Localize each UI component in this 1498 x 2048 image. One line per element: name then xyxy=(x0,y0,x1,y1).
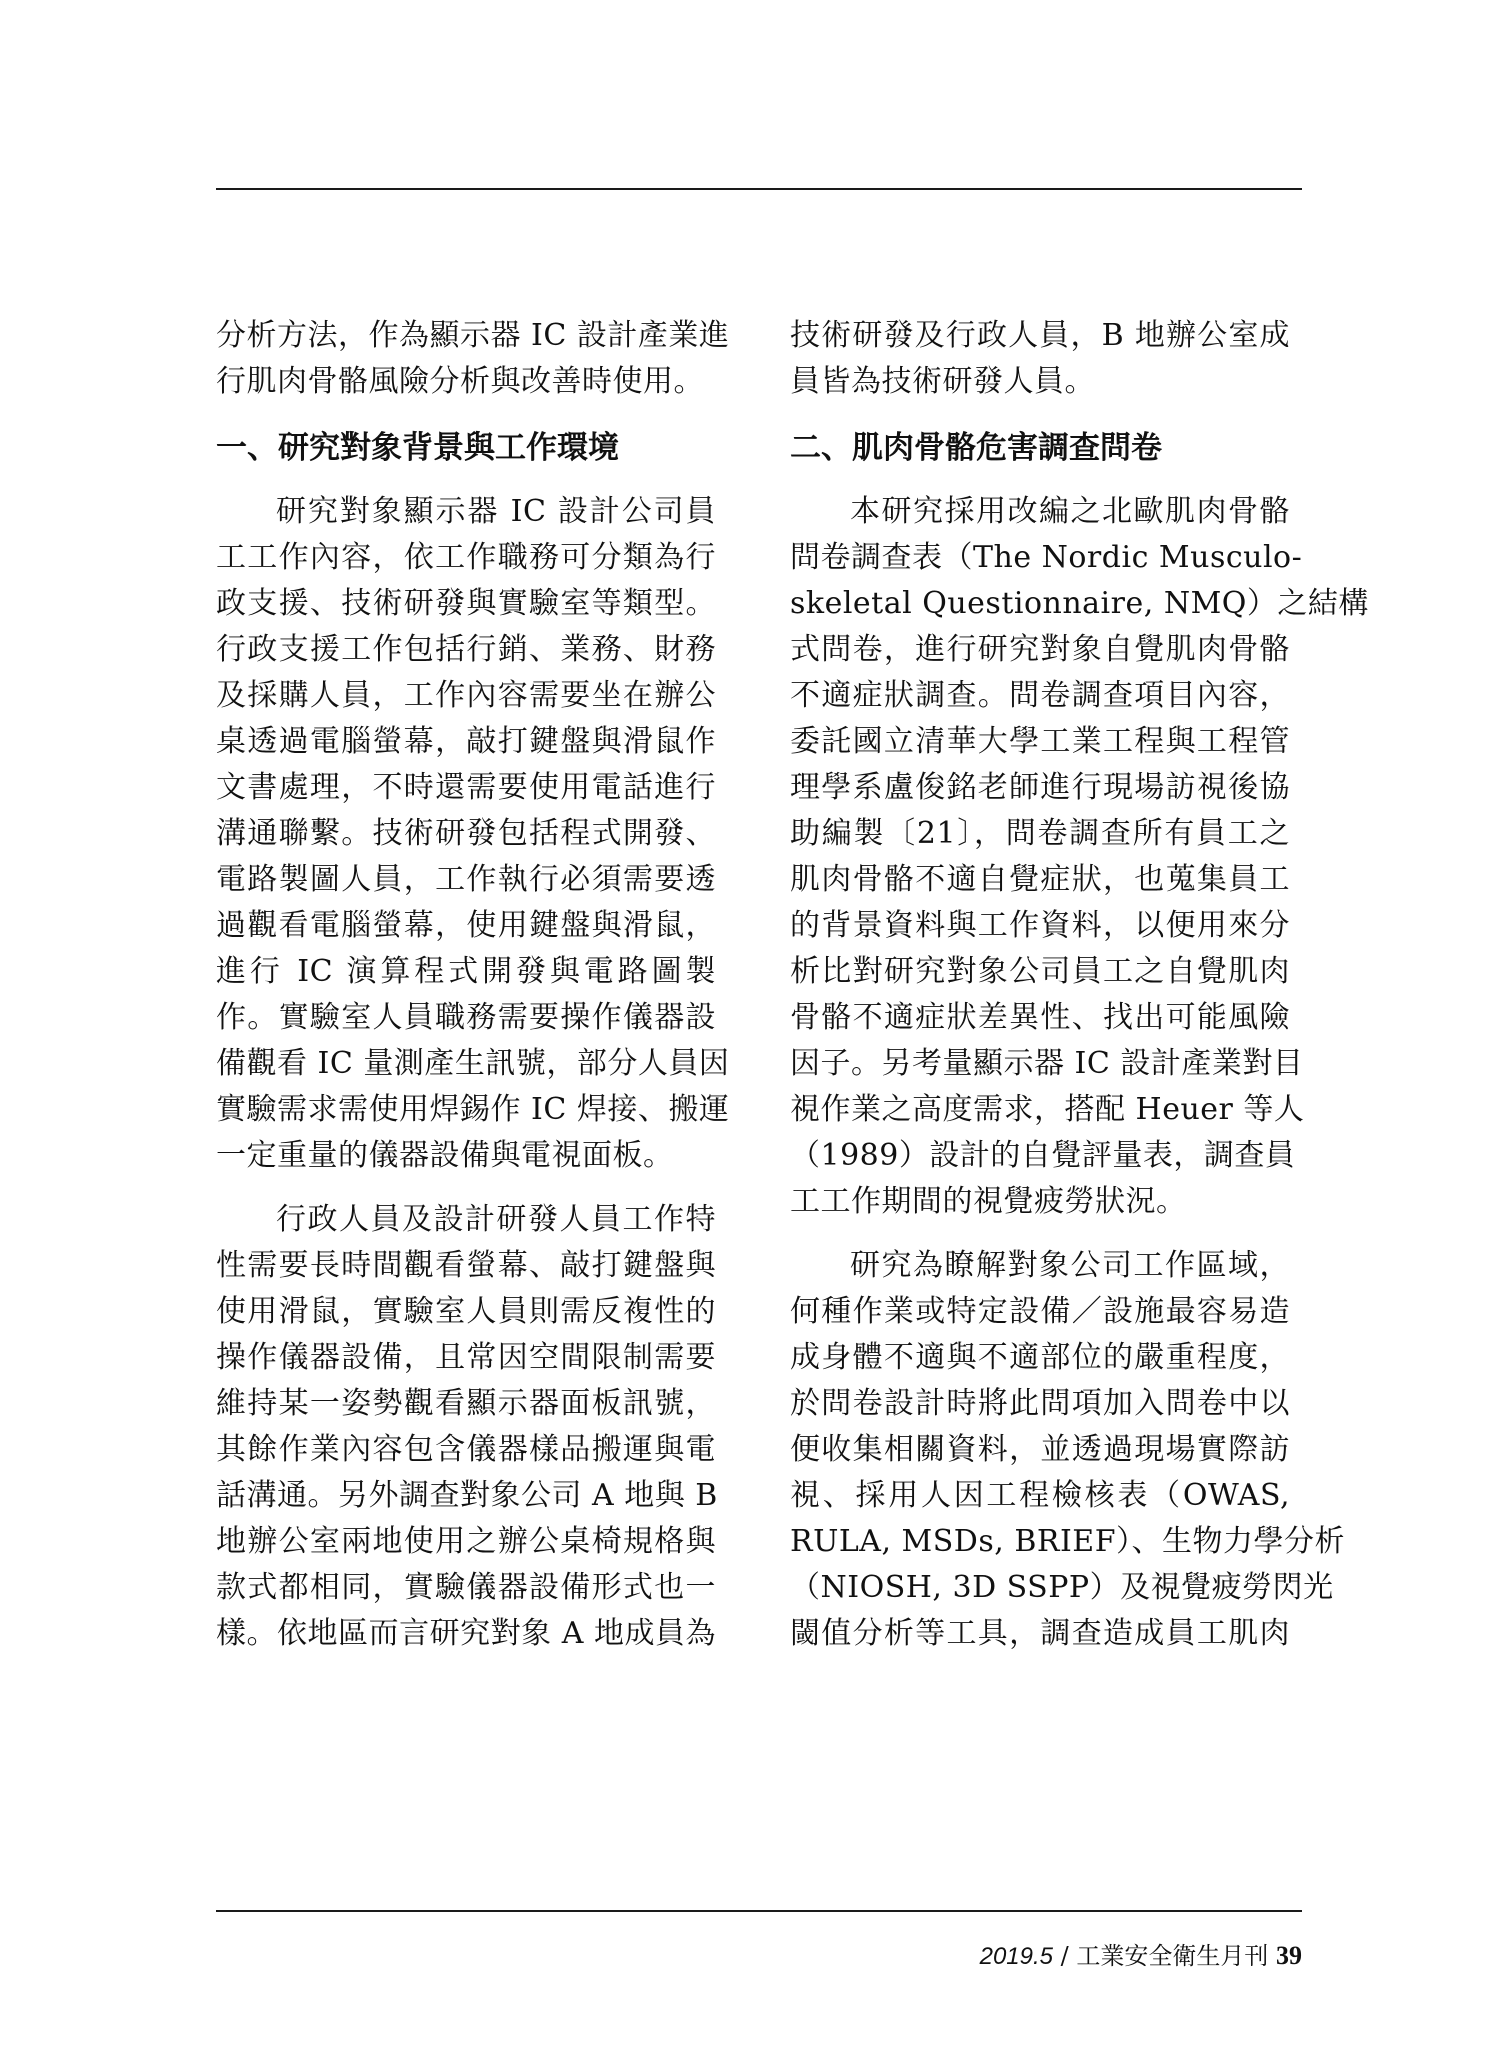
text-line: 理學系盧俊銘老師進行現場訪視後協 xyxy=(790,770,1290,805)
header-rule xyxy=(216,188,1302,190)
text-line: 因子。另考量顯示器 IC 設計產業對目 xyxy=(790,1046,1304,1081)
text-line: 樣。依地區而言研究對象 A 地成員為 xyxy=(216,1616,716,1651)
text-line: 政支援、技術研發與實驗室等類型。 xyxy=(216,586,716,621)
page-number: 39 xyxy=(1276,1941,1302,1970)
text-line: 工工作內容，依工作職務可分類為行 xyxy=(216,540,716,575)
text-line: 骨骼不適症狀差異性、找出可能風險 xyxy=(790,1000,1290,1035)
text-line: 其餘作業內容包含儀器樣品搬運與電 xyxy=(216,1432,716,1467)
footer-separator: / xyxy=(1053,1942,1077,1970)
text-line: 性需要長時間觀看螢幕、敲打鍵盤與 xyxy=(216,1248,716,1283)
text-line: 作。實驗室人員職務需要操作儀器設 xyxy=(216,1000,716,1035)
text-line: 的背景資料與工作資料，以便用來分 xyxy=(790,908,1290,943)
text-line: （1989）設計的自覺評量表，調查員 xyxy=(790,1138,1296,1173)
text-line: 便收集相關資料，並透過現場實際訪 xyxy=(790,1432,1290,1467)
text-line: 操作儀器設備，且常因空間限制需要 xyxy=(216,1340,716,1375)
section-heading-1: 一、研究對象背景與工作環境 xyxy=(216,430,619,466)
right-column xyxy=(790,313,1369,1657)
text-line: 地辦公室兩地使用之辦公桌椅規格與 xyxy=(216,1524,716,1559)
left-intro-paragraph xyxy=(216,313,730,405)
text-line: 過觀看電腦螢幕，使用鍵盤與滑鼠， xyxy=(216,908,716,943)
text-line: 電路製圖人員，工作執行必須需要透 xyxy=(216,862,716,897)
text-line: 行政支援工作包括行銷、業務、財務 xyxy=(216,632,716,667)
text-line: 員皆為技術研發人員。 xyxy=(790,364,1095,399)
text-line: 維持某一姿勢觀看顯示器面板訊號， xyxy=(216,1386,716,1421)
text-line: （NIOSH, 3D SSPP）及視覺疲勞閃光 xyxy=(790,1570,1334,1605)
text-line: 不適症狀調查。問卷調查項目內容， xyxy=(790,678,1290,713)
journal-name: 工業安全衛生月刊 xyxy=(1076,1942,1269,1970)
left-column xyxy=(216,313,730,1657)
text-line: 成身體不適與不適部位的嚴重程度， xyxy=(790,1340,1290,1375)
left-paragraph-2 xyxy=(216,1197,716,1657)
text-line: 問卷調查表（The Nordic Musculo- xyxy=(790,540,1303,575)
left-paragraph-1 xyxy=(216,489,730,1179)
text-line: 視作業之高度需求，搭配 Heuer 等人 xyxy=(790,1092,1305,1127)
text-line: 委託國立清華大學工業工程與工程管 xyxy=(790,724,1290,759)
right-intro-paragraph xyxy=(790,313,1290,405)
page-footer xyxy=(980,1936,1302,1971)
text-line: 分析方法，作為顯示器 IC 設計產業進 xyxy=(216,318,730,353)
text-line: 何種作業或特定設備／設施最容易造 xyxy=(790,1294,1290,1329)
text-line: 肌肉骨骼不適自覺症狀，也蒐集員工 xyxy=(790,862,1290,897)
text-line: 進行 IC 演算程式開發與電路圖製 xyxy=(216,954,716,989)
right-paragraph-1 xyxy=(790,489,1369,1225)
text-line: skeletal Questionnaire, NMQ）之結構 xyxy=(790,586,1369,621)
text-line: 研究為瞭解對象公司工作區域， xyxy=(850,1248,1290,1283)
text-line: 備觀看 IC 量測產生訊號，部分人員因 xyxy=(216,1046,730,1081)
text-line: 行肌肉骨骼風險分析與改善時使用。 xyxy=(216,364,704,399)
text-line: 使用滑鼠，實驗室人員則需反複性的 xyxy=(216,1294,716,1329)
text-line: 本研究採用改編之北歐肌肉骨骼 xyxy=(850,494,1290,529)
text-line: RULA, MSDs, BRIEF）、生物力學分析 xyxy=(790,1524,1346,1559)
text-line: 實驗需求需使用焊錫作 IC 焊接、搬運 xyxy=(216,1092,730,1127)
footer-rule xyxy=(216,1910,1302,1912)
text-line: 研究對象顯示器 IC 設計公司員 xyxy=(276,494,716,529)
issue-date: 2019.5 xyxy=(979,1943,1054,1970)
text-line: 桌透過電腦螢幕，敲打鍵盤與滑鼠作 xyxy=(216,724,716,759)
text-line: 款式都相同，實驗儀器設備形式也一 xyxy=(216,1570,716,1605)
text-line: 及採購人員，工作內容需要坐在辦公 xyxy=(216,678,716,713)
text-line: 工工作期間的視覺疲勞狀況。 xyxy=(790,1184,1187,1219)
text-line: 式問卷，進行研究對象自覺肌肉骨骼 xyxy=(790,632,1290,667)
text-line: 話溝通。另外調查對象公司 A 地與 B xyxy=(216,1478,718,1513)
text-line: 行政人員及設計研發人員工作特 xyxy=(276,1202,716,1237)
text-line: 析比對研究對象公司員工之自覺肌肉 xyxy=(790,954,1290,989)
text-line: 視、採用人因工程檢核表（OWAS, xyxy=(790,1478,1290,1513)
text-line: 技術研發及行政人員，B 地辦公室成 xyxy=(790,318,1290,353)
text-line: 溝通聯繫。技術研發包括程式開發、 xyxy=(216,816,716,851)
text-line: 文書處理，不時還需要使用電話進行 xyxy=(216,770,716,805)
right-paragraph-2 xyxy=(790,1243,1346,1657)
text-line: 一定重量的儀器設備與電視面板。 xyxy=(216,1138,674,1173)
section-heading-2: 二、肌肉骨骼危害調查問卷 xyxy=(790,430,1162,466)
text-line: 於問卷設計時將此問項加入問卷中以 xyxy=(790,1386,1290,1421)
text-line: 助編製〔21〕，問卷調查所有員工之 xyxy=(790,816,1290,851)
text-line: 閾值分析等工具，調查造成員工肌肉 xyxy=(790,1616,1290,1651)
